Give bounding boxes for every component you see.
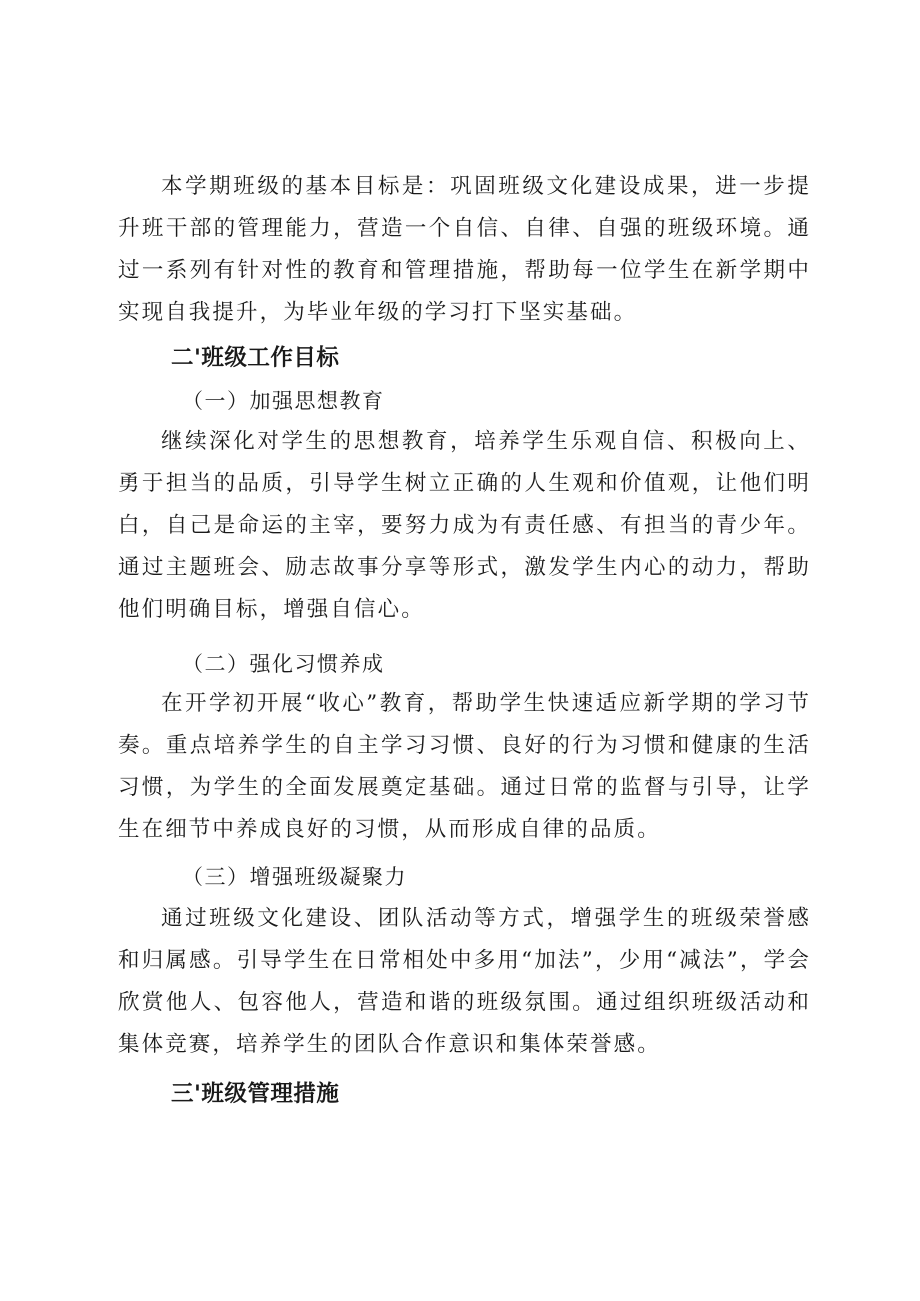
paragraph-ideological-education: 继续深化对学生的思想教育，培养学生乐观自信、积极向上、勇于担当的品质，引导学生树立正确的人生观和价值观，让他们明白，自己是命运的主宰，要努力成为有责任感、有担当的青少年。通过主题班会、励志故事分享等形式，激发学生内心的动力，帮助他们明确目标，增强自信心。 [118,429,811,622]
subsection-heading-habit-formation: （二）强化习惯养成 [182,652,385,676]
paragraph-habit-formation: 在开学初开展“收心”教育，帮助学生快速适应新学期的学习节奏。重点培养学生的自主学习习惯、良好的行为习惯和健康的生活习惯，为学生的全面发展奠定基础。通过日常的监督与引导，让学生在细节中养成良好的习惯，从而形成自律的品质。 [118,691,811,842]
section-heading-work-goals: 二'班级工作目标 [171,345,340,371]
subsection-heading-ideological-education: （一）加强思想教育 [182,389,385,413]
intro-paragraph: 本学期班级的基本目标是：巩固班级文化建设成果，进一步提升班干部的管理能力，营造一个自信、自律、自强的班级环境。通过一系列有针对性的教育和管理措施，帮助每一位学生在新学期中实现自我提升，为毕业年级的学习打下坚实基础。 [118,174,811,325]
subsection-heading-class-cohesion: （三）增强班级凝聚力 [182,865,407,889]
paragraph-class-cohesion: 通过班级文化建设、团队活动等方式，增强学生的班级荣誉感和归属感。引导学生在日常相处中多用“加法”，少用“减法”，学会欣赏他人、包容他人，营造和谐的班级氛围。通过组织班级活动和集体竞赛，培养学生的团队合作意识和集体荣誉感。 [118,906,811,1057]
section-heading-management-measures: 三'班级管理措施 [171,1081,340,1107]
